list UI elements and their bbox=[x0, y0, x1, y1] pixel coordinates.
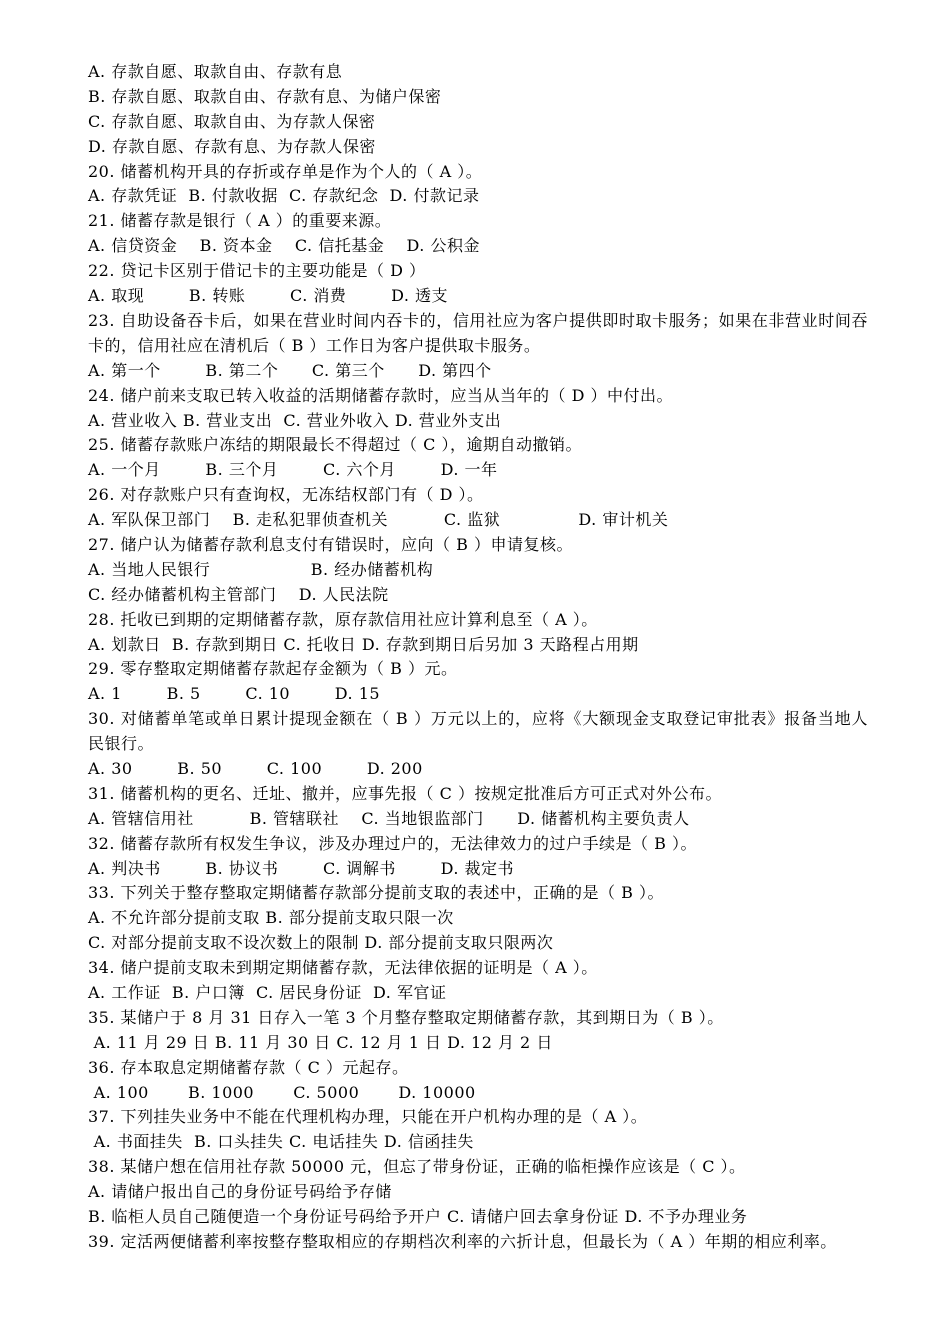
text-line: A. 存款自愿、取款自由、存款有息 bbox=[88, 62, 343, 81]
text-line: C. 经办储蓄机构主管部门 D. 人民法院 bbox=[88, 584, 389, 604]
text-line: 24. 储户前来支取已转入收益的活期储蓄存款时，应当从当年的（ D ）中付出。 bbox=[88, 385, 674, 405]
text-line: A. 书面挂失 B. 口头挂失 C. 电话挂失 D. 信函挂失 bbox=[88, 1132, 474, 1152]
text-line: A. 1 B. 5 C. 10 D. 15 bbox=[88, 684, 381, 704]
text-line: 34. 储户提前支取未到期定期储蓄存款，无法律依据的证明是（ A ）。 bbox=[88, 958, 598, 978]
text-line: A. 判决书 B. 协议书 C. 调解书 D. 裁定书 bbox=[88, 858, 514, 878]
text-line: 32. 储蓄存款所有权发生争议，涉及办理过户的，无法律效力的过户手续是（ B ）。 bbox=[88, 833, 697, 853]
text-line: 38. 某储户想在信用社存款 50000 元，但忘了带身份证，正确的临柜操作应该是（ C ）。 bbox=[88, 1157, 746, 1177]
text-line: 28. 托收已到期的定期储蓄存款，原存款信用社应计算利息至（ A ）。 bbox=[88, 609, 598, 629]
text-line: A. 划款日 B. 存款到期日 C. 托收日 D. 存款到期日后另加 3 天路程占用期 bbox=[88, 634, 639, 654]
text-line: A. 取现 B. 转账 C. 消费 D. 透支 bbox=[88, 286, 448, 306]
text-line: 36. 存本取息定期储蓄存款（ C ）元起存。 bbox=[88, 1057, 409, 1077]
text-line: A. 不允许部分提前支取 B. 部分提前支取只限一次 bbox=[88, 908, 454, 928]
text-line: A. 100 B. 1000 C. 5000 D. 10000 bbox=[88, 1082, 476, 1102]
text-line: C. 存款自愿、取款自由、为存款人保密 bbox=[88, 111, 376, 131]
text-line: C. 对部分提前支取不设次数上的限制 D. 部分提前支取只限两次 bbox=[88, 933, 554, 953]
text-line: 25. 储蓄存款账户冻结的期限最长不得超过（ C ），逾期自动撤销。 bbox=[88, 435, 582, 455]
text-line: 26. 对存款账户只有查询权，无冻结权部门有（ D ）。 bbox=[88, 485, 484, 505]
text-line: 35. 某储户于 8 月 31 日存入一笔 3 个月整存整取定期储蓄存款，其到期日为（ B ）。 bbox=[88, 1007, 724, 1027]
text-line: 37. 下列挂失业务中不能在代理机构办理，只能在开户机构办理的是（ A ）。 bbox=[88, 1107, 648, 1127]
text-line: A. 请储户报出自己的身份证号码给予存储 bbox=[88, 1182, 392, 1202]
text-line: A. 存款凭证 B. 付款收据 C. 存款纪念 D. 付款记录 bbox=[88, 186, 480, 206]
text-line: A. 一个月 B. 三个月 C. 六个月 D. 一年 bbox=[88, 460, 498, 480]
text-line: 22. 贷记卡区别于借记卡的主要功能是（ D ） bbox=[88, 261, 426, 281]
text-line: A. 当地人民银行 B. 经办储蓄机构 bbox=[88, 559, 434, 579]
text-line: 30. 对储蓄单笔或单日累计提现金额在（ B ）万元以上的，应将《大额现金支取登记审批表》报备当地人民银行。 bbox=[88, 709, 868, 754]
text-line: A. 管辖信用社 B. 管辖联社 C. 当地银监部门 D. 储蓄机构主要负责人 bbox=[88, 808, 690, 828]
text-line: A. 工作证 B. 户口簿 C. 居民身份证 D. 军官证 bbox=[88, 983, 447, 1003]
document-page bbox=[88, 60, 868, 1255]
text-line: 31. 储蓄机构的更名、迁址、撤并，应事先报（ C ）按规定批准后方可正式对外公布。 bbox=[88, 783, 722, 803]
text-line: A. 11 月 29 日 B. 11 月 30 日 C. 12 月 1 日 D. 12 月 2 日 bbox=[88, 1032, 553, 1052]
text-line: A. 军队保卫部门 B. 走私犯罪侦查机关 C. 监狱 D. 审计机关 bbox=[88, 510, 669, 530]
text-line: 20. 储蓄机构开具的存折或存单是作为个人的（ A ）。 bbox=[88, 161, 483, 181]
text-line: 33. 下列关于整存整取定期储蓄存款部分提前支取的表述中，正确的是（ B ）。 bbox=[88, 883, 664, 903]
text-line: 23. 自助设备吞卡后，如果在营业时间内吞卡的，信用社应为客户提供即时取卡服务；如果在非营业时间吞卡的，信用社应在清机后（ B ）工作日为客户提供取卡服务。 bbox=[88, 310, 868, 355]
text-line: 21. 储蓄存款是银行（ A ）的重要来源。 bbox=[88, 211, 392, 231]
text-line: A. 第一个 B. 第二个 C. 第三个 D. 第四个 bbox=[88, 360, 492, 380]
text-line: B. 存款自愿、取款自由、存款有息、为储户保密 bbox=[88, 86, 442, 106]
text-line: D. 存款自愿、存款有息、为存款人保密 bbox=[88, 136, 376, 156]
text-line: A. 信贷资金 B. 资本金 C. 信托基金 D. 公积金 bbox=[88, 236, 480, 256]
text-line: 29. 零存整取定期储蓄存款起存金额为（ B ）元。 bbox=[88, 659, 458, 679]
text-line: 27. 储户认为储蓄存款利息支付有错误时，应向（ B ）申请复核。 bbox=[88, 534, 573, 554]
text-line: A. 30 B. 50 C. 100 D. 200 bbox=[88, 759, 423, 778]
text-line: 39. 定活两便储蓄利率按整存整取相应的存期档次利率的六折计息，但最长为（ A ）年期的相应利率。 bbox=[88, 1231, 837, 1251]
text-line: A. 营业收入 B. 营业支出 C. 营业外收入 D. 营业外支出 bbox=[88, 410, 502, 430]
text-line: B. 临柜人员自己随便造一个身份证号码给予开户 C. 请储户回去拿身份证 D. 不予办理业务 bbox=[88, 1207, 748, 1227]
